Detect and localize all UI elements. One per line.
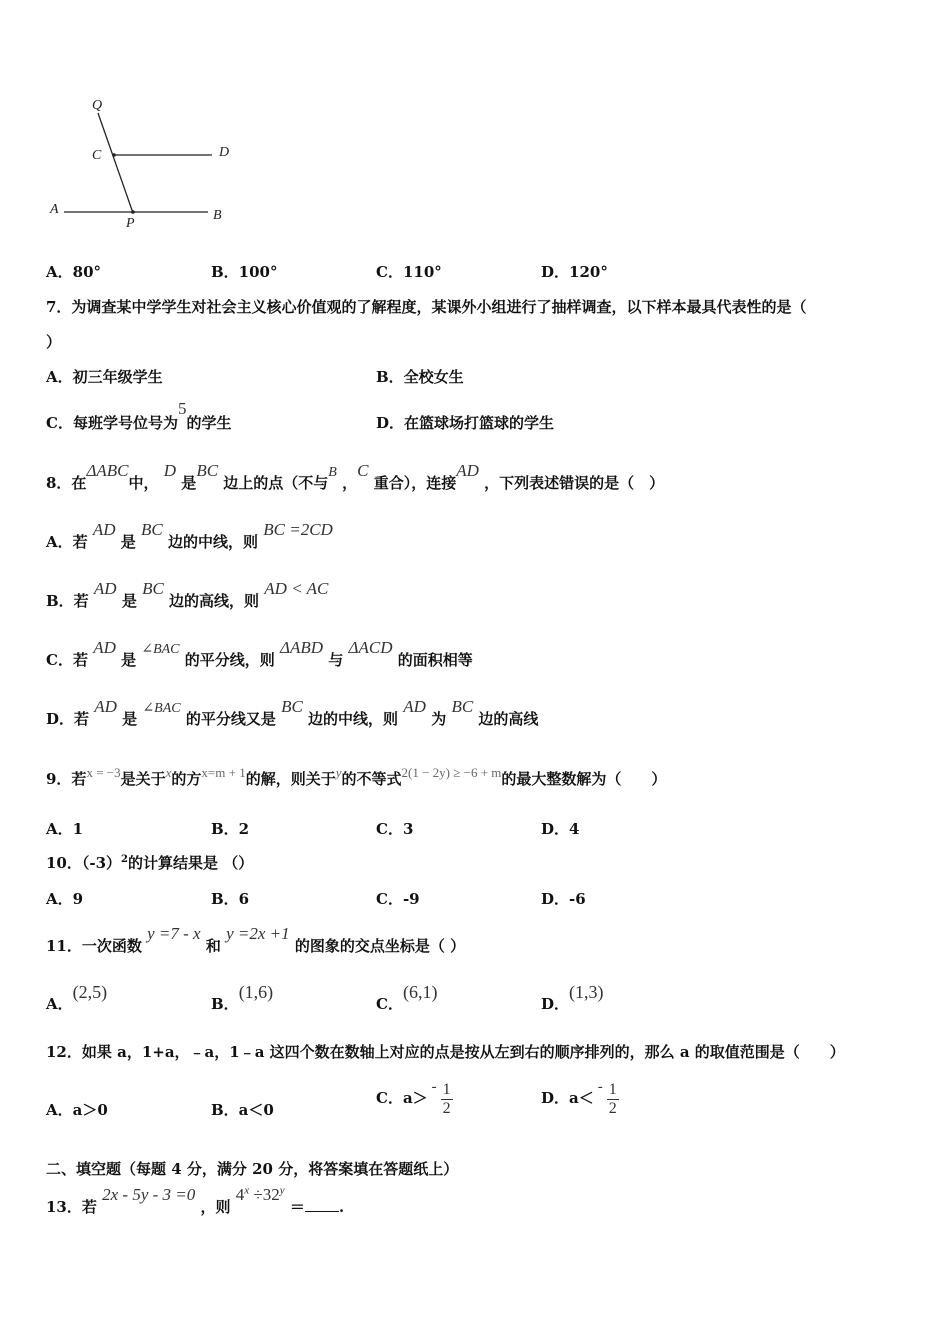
q12-option-d bbox=[541, 1076, 619, 1120]
label-a: A bbox=[50, 202, 59, 217]
q8-d-text: D．若 bbox=[46, 710, 90, 728]
math-b: B bbox=[328, 465, 337, 480]
q6-option-b: B．100° bbox=[211, 263, 278, 281]
q12-c-text: C．a＞ bbox=[376, 1089, 428, 1107]
q9-text: 的方 bbox=[171, 770, 202, 788]
label-p: P bbox=[126, 216, 135, 231]
math-ad: AD bbox=[94, 697, 117, 716]
q8-b-text: 边的高线，则 bbox=[169, 592, 260, 610]
math-equation: x=m + 1 bbox=[201, 765, 246, 780]
q12-c-fraction bbox=[441, 1081, 453, 1118]
q9-option-b: B．2 bbox=[211, 820, 250, 838]
fraction-denominator: 2 bbox=[608, 1099, 617, 1117]
math-abd: ΔABD bbox=[280, 638, 324, 657]
q11-a-math: (2,5) bbox=[72, 982, 108, 1002]
q12-stem: 12．如果 a，1+a，﹣a，1﹣a 这四个数在数轴上对应的点是按从左到右的顺序排列的，那么 a 的取值范围是（ ） bbox=[46, 1043, 845, 1061]
math-ad: AD bbox=[93, 638, 116, 657]
q8-d-text: 边的中线，则 bbox=[308, 710, 399, 728]
q8-a-text: 是 bbox=[120, 533, 136, 551]
q7-option-c bbox=[46, 399, 232, 433]
q13-text: . bbox=[338, 1198, 345, 1216]
q10-text: 10．（-3） bbox=[46, 854, 122, 872]
math-ad-lt-ac: AD < AC bbox=[264, 579, 329, 598]
q10-option-c: C．-9 bbox=[376, 890, 420, 908]
q7-option-b: B．全校女生 bbox=[376, 368, 464, 386]
math-c: C bbox=[357, 461, 369, 480]
q11-c-label: C． bbox=[376, 995, 403, 1013]
q12-d-text: D．a＜ bbox=[541, 1089, 594, 1107]
q10-option-d: D．-6 bbox=[541, 890, 586, 908]
math-d: D bbox=[163, 461, 177, 480]
q11-text: 的图象的交点坐标是（ ） bbox=[294, 937, 466, 955]
q12-d-fraction bbox=[607, 1081, 619, 1118]
q8-option-a bbox=[46, 520, 333, 552]
q8-stem-text: 边上的点（不与 bbox=[223, 474, 329, 492]
math-abc: ΔABC bbox=[86, 461, 129, 480]
q7-option-c-math: 5 bbox=[177, 399, 187, 418]
line-qp bbox=[98, 113, 133, 213]
q11-option-d bbox=[541, 982, 604, 1014]
label-q: Q bbox=[92, 98, 103, 113]
q8-c-text: 的平分线，则 bbox=[184, 651, 275, 669]
math-bc-2cd: BC =2CD bbox=[263, 520, 333, 539]
q9-option-d: D．4 bbox=[541, 820, 580, 838]
fraction-denominator: 2 bbox=[442, 1099, 451, 1117]
math-y-7-x: y =7 - x bbox=[147, 924, 201, 943]
math-exponent: x bbox=[244, 1184, 250, 1197]
point-p bbox=[131, 210, 135, 214]
math-bc: BC bbox=[281, 697, 303, 716]
q11-option-c bbox=[376, 982, 438, 1014]
label-b: B bbox=[213, 208, 222, 223]
math-divide: ÷32 bbox=[249, 1185, 280, 1204]
q9-option-c: C．3 bbox=[376, 820, 414, 838]
q9-text: 的最大整数解为（ ） bbox=[501, 770, 667, 788]
q8-stem-text: 中， bbox=[128, 474, 159, 492]
math-equation: 2x - 5y - 3 =0 bbox=[102, 1185, 196, 1204]
q11-text: 和 bbox=[205, 937, 221, 955]
q10-stem bbox=[46, 852, 253, 873]
q11-option-a bbox=[46, 982, 108, 1014]
q10-exponent: 2 bbox=[121, 854, 129, 865]
math-bc: BC bbox=[196, 461, 219, 480]
q6-option-c: C．110° bbox=[376, 263, 442, 281]
math-bc: BC bbox=[141, 520, 163, 539]
math-ad: AD bbox=[456, 461, 479, 480]
q8-stem-text: 8．在 bbox=[46, 474, 87, 492]
q9-text: 9．若 bbox=[46, 770, 87, 788]
q8-stem-text: ， bbox=[342, 474, 358, 492]
q12-d-minus: - bbox=[597, 1079, 603, 1095]
q7-option-c-text-end: 的学生 bbox=[186, 414, 232, 432]
q6-option-a: A．80° bbox=[46, 263, 102, 281]
math-ad: AD bbox=[92, 520, 116, 539]
math-angle-bac: ∠BAC bbox=[141, 642, 180, 657]
q13-text: 13．若 bbox=[46, 1198, 97, 1216]
math-angle-bac: ∠BAC bbox=[142, 701, 181, 716]
q8-a-text: A．若 bbox=[46, 533, 88, 551]
q8-d-text: 是 bbox=[122, 710, 138, 728]
math-x-eq-neg3: x = −3 bbox=[86, 765, 121, 780]
q13-stem bbox=[46, 1184, 345, 1217]
math-ad: AD bbox=[93, 579, 117, 598]
q9-text: 的不等式 bbox=[341, 770, 402, 788]
q8-stem-text: 是 bbox=[181, 474, 197, 492]
q12-option-a: A．a＞0 bbox=[46, 1101, 108, 1119]
math-bc: BC bbox=[451, 697, 474, 716]
q12-c-minus: - bbox=[431, 1079, 437, 1095]
q8-option-d bbox=[46, 697, 539, 729]
math-base: 4 bbox=[235, 1185, 245, 1204]
q8-c-text: 与 bbox=[328, 651, 344, 669]
label-c: C bbox=[92, 148, 102, 163]
answer-blank bbox=[305, 1197, 339, 1212]
math-exponent: y bbox=[279, 1184, 285, 1197]
q12-option-c bbox=[376, 1076, 453, 1120]
q9-stem bbox=[46, 765, 667, 789]
math-inequality: 2(1 − 2y) ≥ −6 + m bbox=[401, 765, 502, 780]
math-acd: ΔACD bbox=[348, 638, 393, 657]
q8-b-text: 是 bbox=[121, 592, 137, 610]
q7-option-c-text: C．每班学号位号为 bbox=[46, 414, 178, 432]
fraction-numerator: 1 bbox=[442, 1080, 451, 1098]
q8-b-text: B．若 bbox=[46, 592, 89, 610]
q7-option-d: D．在篮球场打篮球的学生 bbox=[376, 414, 555, 432]
q13-text: ＝ bbox=[284, 1198, 305, 1216]
q8-option-c bbox=[46, 638, 473, 670]
q6-option-d: D．120° bbox=[541, 263, 608, 281]
q8-stem-text: 重合），连接 bbox=[373, 474, 457, 492]
q8-d-text: 的平分线又是 bbox=[185, 710, 276, 728]
math-y: y bbox=[335, 765, 342, 780]
q11-b-math: (1,6) bbox=[238, 982, 274, 1002]
q11-text: 11．一次函数 bbox=[46, 937, 142, 955]
q7-stem-line2: ） bbox=[46, 333, 62, 351]
q11-c-math: (6,1) bbox=[402, 982, 438, 1002]
q11-a-label: A． bbox=[46, 995, 73, 1013]
q9-option-a: A．1 bbox=[46, 820, 84, 838]
q10-option-b: B．6 bbox=[211, 890, 250, 908]
q11-b-label: B． bbox=[211, 995, 239, 1013]
q8-a-text: 边的中线，则 bbox=[168, 533, 259, 551]
math-expression bbox=[236, 1185, 285, 1204]
q8-d-text: 为 bbox=[431, 710, 447, 728]
point-c bbox=[112, 153, 116, 157]
section-2-title: 二、填空题（每题 4 分，满分 20 分，将答案填在答题纸上） bbox=[46, 1160, 459, 1178]
q9-text: 的解，则关于 bbox=[245, 770, 336, 788]
q8-stem bbox=[46, 461, 665, 493]
q12-option-b: B．a＜0 bbox=[211, 1101, 274, 1119]
q8-c-text: C．若 bbox=[46, 651, 88, 669]
q8-c-text: 的面积相等 bbox=[397, 651, 473, 669]
q8-d-text: 边的高线 bbox=[478, 710, 539, 728]
q7-option-a: A．初三年级学生 bbox=[46, 368, 163, 386]
q13-text: ，则 bbox=[200, 1198, 231, 1216]
q11-d-label: D． bbox=[541, 995, 570, 1013]
fraction-numerator: 1 bbox=[608, 1080, 617, 1098]
q10-text: 的计算结果是 （） bbox=[128, 854, 254, 872]
math-bc: BC bbox=[142, 579, 164, 598]
q8-c-text: 是 bbox=[121, 651, 137, 669]
q8-option-b bbox=[46, 579, 329, 611]
q11-stem bbox=[46, 924, 466, 956]
q9-text: 是关于 bbox=[120, 770, 166, 788]
math-y-2x-1: y =2x +1 bbox=[226, 924, 290, 943]
label-d: D bbox=[219, 145, 230, 160]
q11-d-math: (1,3) bbox=[569, 982, 604, 1002]
q11-option-b bbox=[211, 982, 274, 1014]
q7-stem-line1: 7．为调查某中学学生对社会主义核心价值观的了解程度，某课外小组进行了抽样调查，以下样本最具代表性的是（ bbox=[46, 298, 807, 316]
math-x: x bbox=[165, 765, 172, 780]
q10-option-a: A．9 bbox=[46, 890, 84, 908]
math-ad: AD bbox=[403, 697, 426, 716]
q8-stem-text: ，下列表述错误的是（ ） bbox=[484, 474, 665, 492]
